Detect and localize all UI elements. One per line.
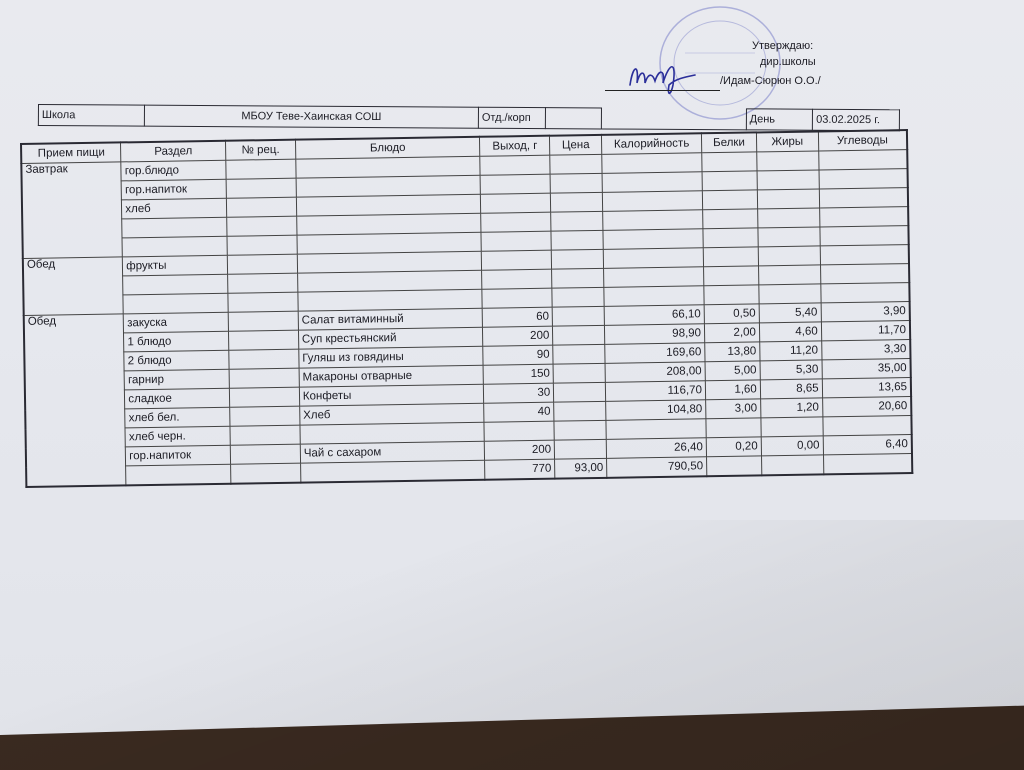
carbs-cell xyxy=(820,283,909,303)
price-cell xyxy=(554,382,606,402)
yield-cell xyxy=(480,174,550,194)
fat-cell: 8,65 xyxy=(760,379,822,399)
yield-cell: 150 xyxy=(483,364,553,384)
carbs-cell xyxy=(820,245,909,265)
fat-cell: 5,30 xyxy=(760,360,822,380)
school-label: Школа xyxy=(38,105,144,127)
section-cell: хлеб бел. xyxy=(125,407,230,428)
carbs-cell: 11,70 xyxy=(821,321,910,341)
protein-cell: 5,00 xyxy=(705,361,760,381)
column-header: Блюдо xyxy=(295,137,480,159)
protein-cell: 2,00 xyxy=(704,323,759,343)
yield-cell xyxy=(481,231,551,251)
meal-cell: Обед xyxy=(24,314,126,487)
column-header: № рец. xyxy=(226,140,296,161)
kcal-cell: 116,70 xyxy=(605,381,705,402)
fat-cell: 5,40 xyxy=(759,303,821,323)
section-cell: гор.блюдо xyxy=(121,160,226,181)
carbs-cell: 6,40 xyxy=(823,435,912,455)
recipe-cell xyxy=(229,387,299,407)
approval-name: /Идам-Сюрюн О.О./ xyxy=(720,75,821,87)
dish-cell: Макароны отварные xyxy=(299,365,484,387)
kcal-cell xyxy=(604,267,704,288)
yield-cell: 200 xyxy=(485,440,555,460)
protein-cell xyxy=(703,266,758,286)
section-cell: хлеб xyxy=(122,198,227,219)
yield-cell xyxy=(480,155,550,175)
carbs-cell xyxy=(823,416,912,436)
price-cell xyxy=(551,192,603,212)
carbs-cell: 20,60 xyxy=(822,397,911,417)
carbs-cell xyxy=(820,264,909,284)
menu-table xyxy=(20,129,913,488)
protein-cell xyxy=(703,209,758,229)
section-cell xyxy=(123,274,228,295)
section-cell: гор.напиток xyxy=(126,445,231,466)
recipe-cell xyxy=(227,235,297,255)
yield-cell: 40 xyxy=(484,402,554,422)
column-header: Прием пищи xyxy=(21,142,121,163)
fat-cell: 4,60 xyxy=(759,322,821,342)
carbs-cell: 35,00 xyxy=(822,359,911,379)
carbs-cell: 3,90 xyxy=(821,302,910,322)
carbs-cell xyxy=(819,169,908,189)
column-header: Раздел xyxy=(121,141,226,162)
yield-cell: 30 xyxy=(484,383,554,403)
column-header: Жиры xyxy=(756,131,818,151)
approval-title: Утверждаю: xyxy=(752,40,814,52)
price-cell xyxy=(551,211,603,231)
kcal-cell: 208,00 xyxy=(605,362,705,383)
recipe-cell xyxy=(226,197,296,217)
carbs-cell: 13,65 xyxy=(822,378,911,398)
protein-cell: 13,80 xyxy=(705,342,760,362)
fat-cell xyxy=(761,455,823,475)
meal-cell: Обед xyxy=(23,257,124,316)
recipe-cell xyxy=(226,178,296,198)
protein-cell xyxy=(702,171,757,191)
recipe-cell xyxy=(227,216,297,236)
yield-cell xyxy=(482,269,552,289)
column-header: Углеводы xyxy=(818,130,907,151)
school-name: МБОУ Теве-Хаинская СОШ xyxy=(144,105,478,128)
recipe-cell xyxy=(230,406,300,426)
fat-cell xyxy=(757,189,819,209)
section-cell xyxy=(122,236,227,257)
yield-cell xyxy=(481,212,551,232)
price-cell xyxy=(550,154,602,174)
approval-position: дир.школы xyxy=(760,56,816,68)
protein-cell xyxy=(703,228,758,248)
price-cell xyxy=(554,420,606,440)
dish-cell: Гуляш из говядины xyxy=(299,346,484,368)
fat-cell xyxy=(757,170,819,190)
kcal-cell: 26,40 xyxy=(606,438,706,459)
kcal-cell xyxy=(602,153,702,174)
fat-cell xyxy=(758,246,820,266)
menu-table-wrap xyxy=(20,129,935,488)
fat-cell xyxy=(761,417,823,437)
day-label: День xyxy=(746,109,813,130)
price-cell xyxy=(550,173,602,193)
price-cell xyxy=(554,439,606,459)
carbs-cell xyxy=(819,188,908,208)
kcal-cell xyxy=(603,229,703,250)
kcal-cell: 98,90 xyxy=(605,324,705,345)
meal-cell: Завтрак xyxy=(21,162,122,259)
recipe-cell xyxy=(226,159,296,179)
kcal-cell xyxy=(602,172,702,193)
kcal-cell: 169,60 xyxy=(605,343,705,364)
section-cell: 2 блюдо xyxy=(124,350,229,371)
yield-cell: 770 xyxy=(485,459,555,480)
carbs-cell xyxy=(819,207,908,227)
protein-cell xyxy=(703,247,758,267)
protein-cell: 1,60 xyxy=(705,380,760,400)
protein-cell: 0,50 xyxy=(704,304,759,324)
yield-cell xyxy=(484,421,554,441)
section-cell: 1 блюдо xyxy=(124,331,229,352)
signature-line xyxy=(605,90,720,91)
protein-cell xyxy=(704,285,759,305)
recipe-cell xyxy=(228,311,298,331)
yield-cell xyxy=(482,250,552,270)
yield-cell xyxy=(482,288,552,308)
fat-cell xyxy=(757,151,819,171)
protein-cell: 3,00 xyxy=(706,399,761,419)
yield-cell: 90 xyxy=(483,345,553,365)
section-cell: гор.напиток xyxy=(121,179,226,200)
price-cell xyxy=(553,344,605,364)
recipe-cell xyxy=(230,425,300,445)
recipe-cell xyxy=(228,273,298,293)
price-cell xyxy=(552,268,604,288)
fat-cell: 1,20 xyxy=(760,398,822,418)
yield-cell: 200 xyxy=(483,326,553,346)
header-blank xyxy=(601,108,746,130)
protein-cell xyxy=(702,190,757,210)
dish-cell: Салат витаминный xyxy=(298,308,483,330)
fat-cell xyxy=(759,284,821,304)
price-cell xyxy=(552,306,604,326)
recipe-cell xyxy=(229,349,299,369)
recipe-cell xyxy=(229,368,299,388)
protein-cell xyxy=(702,152,757,172)
menu-date: 03.02.2025 г. xyxy=(813,109,900,131)
section-cell xyxy=(123,293,228,314)
carbs-cell xyxy=(818,150,907,170)
carbs-cell: 3,30 xyxy=(821,340,910,360)
dept-label: Отд./корп xyxy=(478,107,545,128)
section-cell xyxy=(126,464,231,485)
kcal-cell xyxy=(603,248,703,269)
director-signature xyxy=(625,55,705,100)
kcal-cell: 790,50 xyxy=(607,457,707,478)
price-cell: 93,00 xyxy=(555,458,607,478)
protein-cell xyxy=(706,456,761,476)
kcal-cell xyxy=(603,210,703,231)
section-cell: хлеб черн. xyxy=(125,426,230,447)
price-cell xyxy=(553,363,605,383)
recipe-cell xyxy=(229,330,299,350)
fat-cell: 0,00 xyxy=(761,436,823,456)
section-cell: фрукты xyxy=(123,255,228,276)
section-cell xyxy=(122,217,227,238)
dish-cell: Суп крестьянский xyxy=(298,327,483,349)
dish-cell: Хлеб xyxy=(300,403,485,425)
section-cell: сладкое xyxy=(125,388,230,409)
dish-cell: Конфеты xyxy=(299,384,484,406)
yield-cell: 60 xyxy=(483,307,553,327)
dept-value xyxy=(545,108,601,129)
section-cell: закуска xyxy=(124,312,229,333)
kcal-cell: 104,80 xyxy=(606,400,706,421)
carbs-cell xyxy=(823,454,912,475)
column-header: Цена xyxy=(550,135,602,155)
kcal-cell xyxy=(604,286,704,307)
fat-cell: 11,20 xyxy=(760,341,822,361)
carbs-cell xyxy=(820,226,909,246)
recipe-cell xyxy=(227,254,297,274)
price-cell xyxy=(551,230,603,250)
price-cell xyxy=(554,401,606,421)
recipe-cell xyxy=(228,292,298,312)
recipe-cell xyxy=(231,463,301,484)
column-header: Калорийность xyxy=(602,133,702,154)
dish-cell xyxy=(300,460,485,482)
fat-cell xyxy=(758,227,820,247)
yield-cell xyxy=(481,193,551,213)
kcal-cell: 66,10 xyxy=(604,305,704,326)
price-cell xyxy=(552,287,604,307)
section-cell: гарнир xyxy=(124,369,229,390)
fat-cell xyxy=(758,265,820,285)
recipe-cell xyxy=(230,444,300,464)
price-cell xyxy=(551,249,603,269)
protein-cell: 0,20 xyxy=(706,437,761,457)
column-header: Белки xyxy=(701,132,756,152)
protein-cell xyxy=(706,418,761,438)
kcal-cell xyxy=(606,419,706,440)
price-cell xyxy=(553,325,605,345)
dish-cell: Чай с сахаром xyxy=(300,441,485,463)
column-header: Выход, г xyxy=(480,136,550,157)
fat-cell xyxy=(757,208,819,228)
kcal-cell xyxy=(602,191,702,212)
